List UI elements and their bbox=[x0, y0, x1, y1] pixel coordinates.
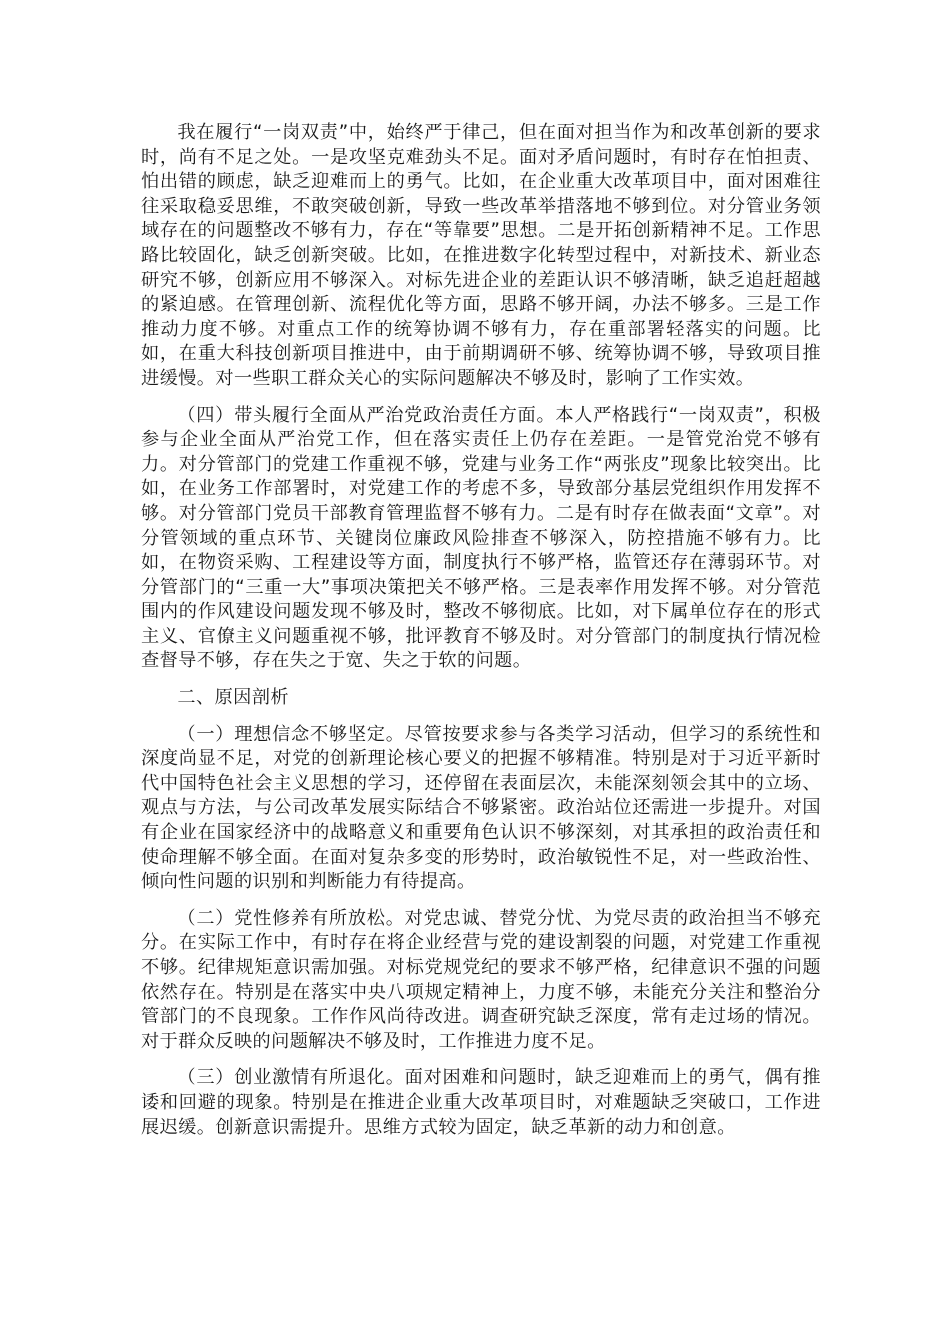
paragraph-party-governance: （四）带头履行全面从严治党政治责任方面。本人严格践行“一岗双责”，积极参与企业全面从严治党工作，但在落实责任上仍存在差距。一是管党治党不够有力。对分管部门的党建工作重视不够，党建与业务工作“两张皮”现象比较突出。比如，在业务工作部署时，对党建工作的考虑不多，导致部分基层党组织作用发挥不够。对分管部门党员干部教育管理监督不够有力。二是有时存在做表面“文章”。对分管领域的重点环节、关键岗位廉政风险排查不够深入，防控措施不够有力。比如，在物资采购、工程建设等方面，制度执行不够严格，监管还存在薄弱环节。对分管部门的“三重一大”事项决策把关不够严格。三是表率作用发挥不够。对分管范围内的作风建设问题发现不够及时，整改不够彻底。比如，对下属单位存在的形式主义、官僚主义问题重视不够，批评教育不够及时。对分管部门的制度执行情况检查督导不够，存在失之于宽、失之于软的问题。 bbox=[141, 404, 821, 672]
paragraph-cause-2: （二）党性修养有所放松。对党忠诚、替党分忧、为党尽责的政治担当不够充分。在实际工作中，有时存在将企业经营与党的建设割裂的问题，对党建工作重视不够。纪律规矩意识需加强。对标党规党纪的要求不够严格，纪律意识不强的问题依然存在。特别是在落实中央八项规定精神上，力度不够，未能充分关注和整治分管部门的不良现象。工作作风尚待改进。调查研究缺乏深度，常有走过场的情况。对于群众反映的问题解决不够及时，工作推进力度不足。 bbox=[141, 907, 821, 1052]
paragraph-responsibility-shortcomings: 我在履行“一岗双责”中，始终严于律己，但在面对担当作为和改革创新的要求时，尚有不足之处。一是攻坚克难劲头不足。面对矛盾问题时，有时存在怕担责、怕出错的顾虑，缺乏迎难而上的勇气。比如，在企业重大改革项目中，面对困难往往采取稳妥思维，不敢突破创新，导致一些改革举措落地不够到位。对分管业务领域存在的问题整改不够有力，存在“等靠要”思想。二是开拓创新精神不足。工作思路比较固化，缺乏创新突破。比如，在推进数字化转型过程中，对新技术、新业态研究不够，创新应用不够深入。对标先进企业的差距认识不够清晰，缺乏追赶超越的紧迫感。在管理创新、流程优化等方面，思路不够开阔，办法不够多。三是工作推动力度不够。对重点工作的统筹协调不够有力，存在重部署轻落实的问题。比如，在重大科技创新项目推进中，由于前期调研不够、统筹协调不够，导致项目推进缓慢。对一些职工群众关心的实际问题解决不够及时，影响了工作实效。 bbox=[141, 122, 821, 389]
document-body bbox=[141, 121, 821, 1152]
paragraph-cause-1: （一）理想信念不够坚定。尽管按要求参与各类学习活动，但学习的系统性和深度尚显不足，对党的创新理论核心要义的把握不够精准。特别是对于习近平新时代中国特色社会主义思想的学习，还停留在表面层次，未能深刻领会其中的立场、观点与方法，与公司改革发展实际结合不够紧密。政治站位还需进一步提升。对国有企业在国家经济中的战略意义和重要角色认识不够深刻，对其承担的政治责任和使命理解不够全面。在面对复杂多变的形势时，政治敏锐性不足，对一些政治性、倾向性问题的识别和判断能力有待提高。 bbox=[141, 723, 821, 893]
paragraph-cause-3: （三）创业激情有所退化。面对困难和问题时，缺乏迎难而上的勇气，偶有推诿和回避的现象。特别是在推进企业重大改革项目时，对难题缺乏突破口，工作进展迟缓。创新意识需提升。思维方式较为固定，缺乏革新的动力和创意。 bbox=[141, 1067, 821, 1138]
section-heading-cause-analysis: 二、原因剖析 bbox=[177, 687, 289, 709]
